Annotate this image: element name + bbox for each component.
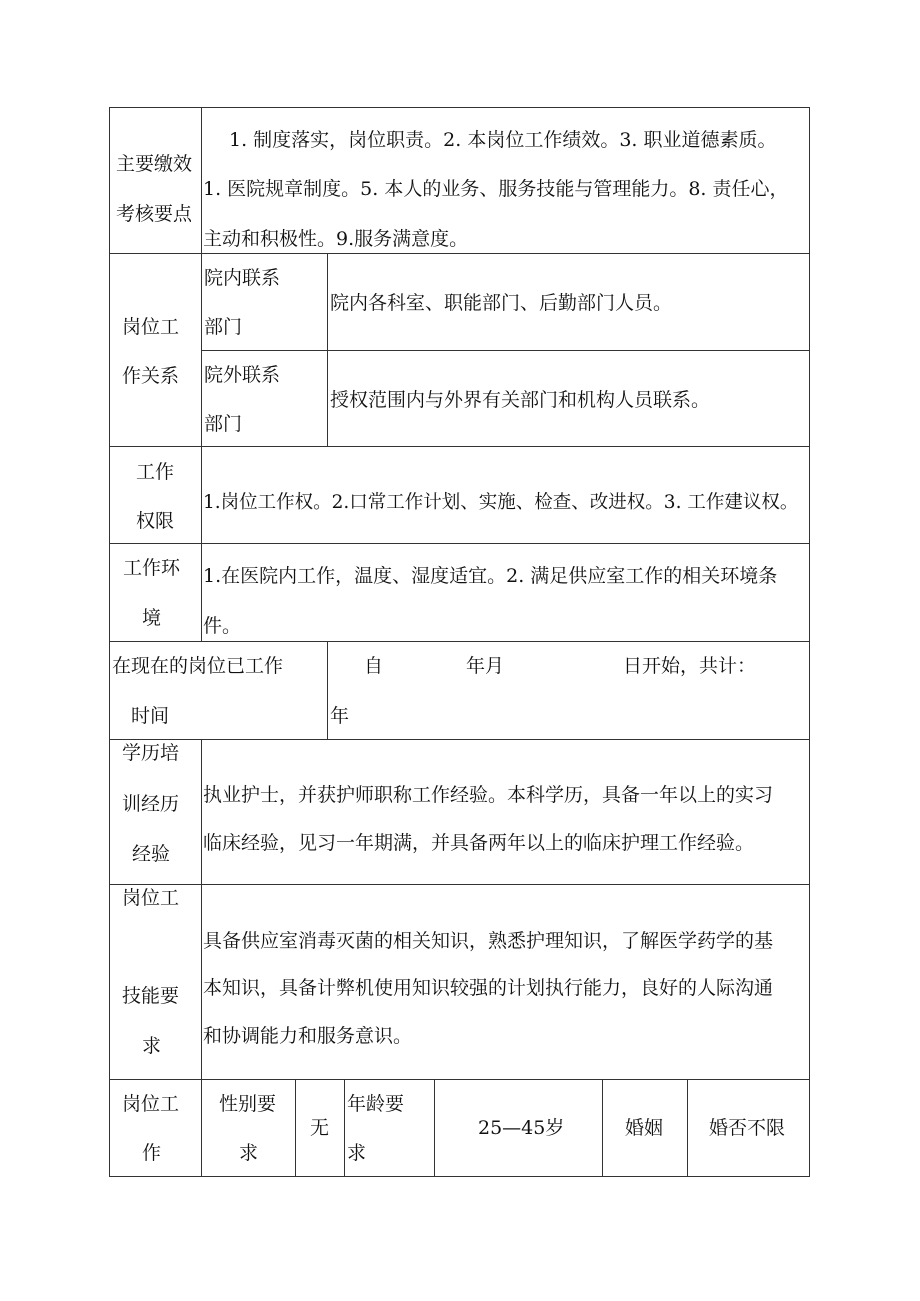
internal-sublabel-line1: 院内联系 [204,267,281,289]
tenure-start: 日开始，共计： [623,655,757,677]
external-sublabel-line2: 部门 [204,413,243,435]
age-label-line2: 求 [347,1142,367,1164]
skills-label-line1: 岗位工 [122,887,180,909]
education-label-line2: 训经历 [122,793,180,815]
authority-label-line2: 权限 [136,510,175,532]
environment-label-line2: 境 [142,607,162,629]
relations-label-line2: 作关系 [122,365,180,387]
tenure-year: 年 [330,705,350,727]
skills-line2: 本知识，具备计弊机使用知识较强的计划执行能力，良好的人际沟通 [203,977,774,999]
education-line1: 执业护士，并获护师职称工作经验。本科学历，具备一年以上的实习 [203,784,774,806]
gender-label-line1: 性别要 [219,1093,277,1115]
tenure-label-line2: 时间 [131,705,170,727]
tenure-from: 自 [364,655,384,677]
assessment-label-line1: 主要缴效 [116,153,193,175]
relations-label-line1: 岗位工 [122,316,180,338]
environment-label-line1: 工作环 [123,557,181,579]
environment-line1: 1.在医院内工作，温度、湿度适宜。2. 满足供应室工作的相关环境条 [203,565,778,587]
skills-label-line3: 求 [142,1035,162,1057]
marriage-value: 婚否不限 [709,1117,786,1139]
external-sublabel-line1: 院外联系 [204,364,281,386]
internal-text: 院内各科室、职能部门、后勤部门人员。 [330,292,673,314]
marriage-label: 婚姻 [625,1117,664,1139]
education-line2: 临床经验，见习一年期满，并具备两年以上的临床护理工作经验。 [203,832,755,854]
gender-label-line2: 求 [239,1142,259,1164]
tenure-label-line1: 在现在的岗位已工作 [112,655,284,677]
education-label-line1: 学历培 [122,742,180,764]
internal-sublabel-line2: 部门 [204,316,243,338]
assessment-line1: 1. 制度落实，岗位职责。2. 本岗位工作绩效。3. 职业道德素质。 [229,129,777,151]
assessment-line3: 主动和积极性。9.服务满意度。 [203,228,469,250]
environment-line2: 件。 [203,615,242,637]
tenure-yearmonth: 年月 [466,655,505,677]
age-value: 25—45岁 [478,1117,565,1139]
relations-label-cell [109,253,202,447]
authority-label-line1: 工作 [136,461,175,483]
assessment-label-cell [109,107,202,254]
education-content-cell [201,739,810,885]
environment-content-cell [201,543,810,642]
gender-value: 无 [310,1117,330,1139]
authority-text: 1.岗位工作权。2.口常工作计划、实施、检查、改进权。3. 工作建议权。 [203,492,799,513]
age-label-line1: 年龄要 [347,1093,405,1115]
skills-label-line2: 技能要 [122,985,180,1007]
external-text: 授权范围内与外界有关部门和机构人员联系。 [330,389,711,411]
skills-line3: 和协调能力和服务意识。 [203,1025,413,1047]
education-label-line3: 经验 [132,843,171,865]
requirements-label-line2: 作 [142,1142,162,1164]
assessment-label-line2: 考核要点 [116,203,193,225]
assessment-line2: 1. 医院规章制度。5. 本人的业务、服务技能与管理能力。8. 责任心， [203,178,789,200]
requirements-label-line1: 岗位工 [122,1093,180,1115]
skills-line1: 具备供应室消毒灭菌的相关知识，熟悉护理知识，了解医学药学的基 [203,930,774,952]
